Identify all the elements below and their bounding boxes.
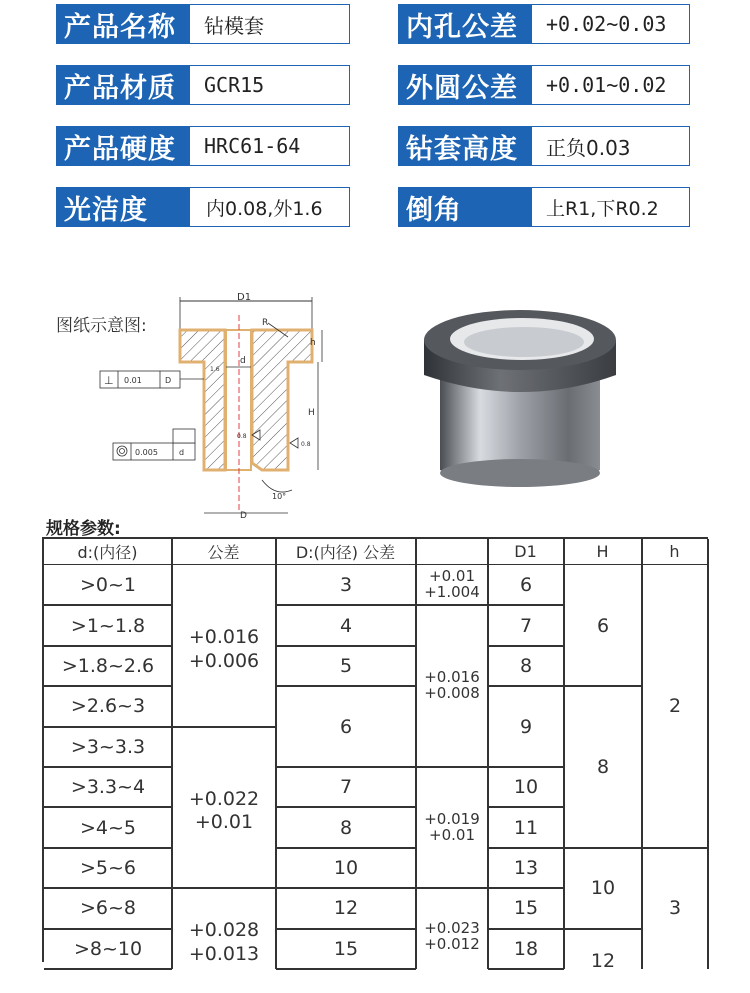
table-cell-D1: 10	[513, 776, 539, 799]
table-cell-D1: 7	[519, 614, 533, 637]
table-cell-H: 10	[590, 877, 616, 900]
table-cell-D: 8	[339, 816, 353, 839]
spec-value: HRC61-64	[190, 126, 350, 166]
table-cell-d: >8~10	[73, 937, 143, 960]
table-cell-D-tolerance	[416, 605, 488, 767]
label-h: h	[310, 338, 316, 348]
spec-chamfer	[398, 187, 690, 227]
table-cell-d: >0~1	[79, 574, 137, 597]
table-rule	[415, 539, 417, 969]
table-header: 公差	[172, 539, 276, 565]
tolerance-line1: +0.028	[188, 918, 260, 941]
table-cell-D1: 13	[513, 856, 539, 879]
table-cell-tolerance	[172, 569, 276, 731]
tolerance-line2: +0.012	[424, 934, 480, 953]
table-cell-D-tolerance	[416, 565, 488, 605]
spec-label: 内孔公差	[398, 4, 532, 44]
spec-hardness	[56, 126, 350, 166]
tolerance-line2: +0.006	[188, 649, 260, 672]
table-cell-h: 2	[668, 695, 682, 718]
table-rule	[707, 539, 709, 969]
table-header: D:(内径) 公差	[276, 539, 416, 565]
drawing-caption: 图纸示意图:	[56, 316, 147, 336]
sleeve-right-section	[252, 330, 312, 470]
table-cell-D: 3	[339, 574, 353, 597]
table-rule	[488, 968, 564, 970]
label-perp: 0.01	[124, 376, 142, 385]
table-cell-h: 3	[668, 897, 682, 920]
table-cell-D: 10	[333, 856, 359, 879]
table-rule	[487, 539, 489, 969]
table-rule	[564, 928, 642, 930]
table-cell-tolerance	[172, 892, 276, 993]
spec-label: 光洁度	[56, 187, 190, 227]
table-cell-d: >1.8~2.6	[61, 654, 155, 677]
table-cell-d: >5~6	[79, 856, 137, 879]
spec-label: 产品名称	[56, 4, 190, 44]
table-rule	[172, 887, 276, 889]
table-cell-H: 12	[590, 949, 616, 972]
table-header	[416, 539, 488, 565]
label-d: d	[240, 356, 246, 366]
tolerance-line1: +0.023	[424, 918, 480, 937]
spec-label: 外圆公差	[398, 65, 532, 105]
table-header: D1	[488, 539, 564, 565]
tolerance-line1: +0.022	[188, 787, 260, 810]
table-cell-d: >3.3~4	[70, 776, 146, 799]
table-rule	[44, 968, 172, 970]
table-cell-D1: 18	[513, 937, 539, 960]
table-rule	[172, 726, 276, 728]
table-cell-D: 5	[339, 654, 353, 677]
label-angle: 10°	[272, 492, 287, 501]
table-header: d:(内径)	[44, 539, 172, 565]
table-cell-D: 15	[333, 937, 359, 960]
spec-table	[42, 537, 708, 972]
tolerance-line2: +0.01	[429, 825, 475, 844]
tolerance-line2: +1.004	[424, 583, 480, 602]
table-cell-H: 8	[596, 755, 610, 778]
tolerance-line1: +0.01	[429, 567, 475, 586]
table-rule	[564, 847, 642, 849]
spec-value: +0.01~0.02	[532, 65, 690, 105]
perpendicular-icon: ⊥	[104, 374, 114, 387]
table-rule	[171, 539, 173, 969]
table-cell-D1: 6	[519, 574, 533, 597]
label-big-d: D	[240, 511, 247, 520]
table-cell-D-tolerance	[416, 767, 488, 888]
tolerance-line1: +0.019	[424, 809, 480, 828]
spec-outer-tolerance	[398, 65, 690, 105]
tolerance-line2: +0.008	[424, 684, 480, 703]
table-cell-tolerance	[172, 731, 276, 893]
table-cell-D: 6	[339, 715, 353, 738]
spec-material	[56, 65, 350, 105]
table-rule	[563, 539, 565, 969]
table-cell-D1: 9	[519, 715, 533, 738]
table-cell-d: >6~8	[79, 897, 137, 920]
table-rule	[416, 766, 488, 768]
label-big-h: H	[308, 408, 315, 418]
table-cell-d: >2.6~3	[70, 695, 146, 718]
label-roughness-outer: 0.8	[301, 441, 311, 448]
spec-label: 钻套高度	[398, 126, 532, 166]
technical-drawing	[40, 285, 350, 520]
table-cell-d: >3~3.3	[70, 735, 146, 758]
spec-value: 正负0.03	[532, 126, 690, 166]
table-header: H	[564, 539, 642, 565]
table-cell-D-tolerance	[416, 888, 488, 985]
table-cell-D: 4	[339, 614, 353, 637]
spec-label: 倒角	[398, 187, 532, 227]
label-conc: 0.005	[135, 448, 158, 457]
table-cell-D: 12	[333, 897, 359, 920]
spec-height-tolerance	[398, 126, 690, 166]
label-chamfer: 1.6	[210, 366, 220, 373]
table-cell-D1: 15	[513, 897, 539, 920]
spec-value: 内0.08,外1.6	[190, 187, 350, 227]
table-rule	[641, 539, 643, 969]
tolerance-line2: +0.013	[188, 942, 260, 965]
spec-value: 上R1,下R0.2	[532, 187, 690, 227]
table-rule	[275, 539, 277, 969]
spec-bore-tolerance	[398, 4, 690, 44]
label-conc-ref: d	[179, 448, 185, 457]
table-header: h	[642, 539, 708, 565]
product-photo	[410, 305, 640, 505]
tolerance-line2: +0.01	[194, 811, 254, 834]
tolerance-line1: +0.016	[424, 668, 480, 687]
table-cell-D1: 8	[519, 654, 533, 677]
table-rule	[276, 968, 416, 970]
label-roughness-inner: 0.8	[237, 433, 247, 440]
table-rule	[416, 887, 488, 889]
spec-value: GCR15	[190, 65, 350, 105]
label-perp-ref: D	[165, 376, 172, 385]
label-d1: D1	[237, 292, 252, 303]
table-rule	[564, 685, 642, 687]
table-cell-d: >4~5	[79, 816, 137, 839]
spec-finish	[56, 187, 350, 227]
table-cell-d: >1~1.8	[70, 614, 146, 637]
spec-product-name	[56, 4, 350, 44]
spec-label: 产品硬度	[56, 126, 190, 166]
spec-label: 产品材质	[56, 65, 190, 105]
params-title: 规格参数:	[46, 519, 121, 539]
tolerance-line1: +0.016	[188, 626, 260, 649]
table-rule	[642, 847, 708, 849]
table-cell-D: 7	[339, 776, 353, 799]
table-cell-H: 6	[596, 614, 610, 637]
table-cell-D1: 11	[513, 816, 539, 839]
spec-value: +0.02~0.03	[532, 4, 690, 44]
spec-value: 钻模套	[190, 4, 350, 44]
label-r: R	[262, 318, 269, 328]
table-rule	[416, 604, 488, 606]
